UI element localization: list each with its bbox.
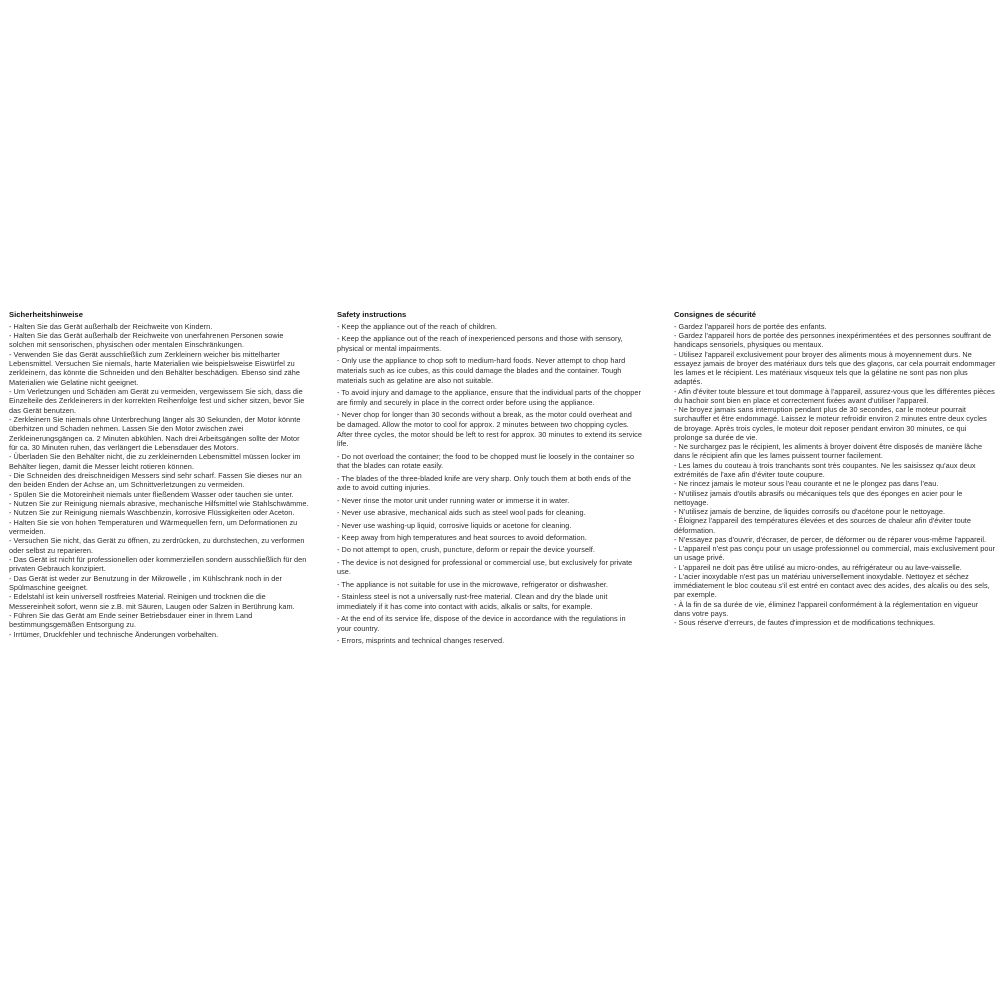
list-item: - Do not attempt to open, crush, puncture, deform or repair the device yourself. — [337, 545, 595, 555]
list-item: - Die Schneiden des dreischneidigen Messers sind sehr scharf. Fassen Sie dieses nur an den beiden Enden der Achse an, um Schnittverletzungen zu vermeiden. — [9, 470, 302, 490]
list-item: - Never chop for longer than 30 seconds without a break, as the motor could overheat and be damaged. Allow the motor to cool for approx. 2 minutes between two chopping cycles. After three cycles, the motor should be left to rest for approx. 30 minutes to extend its service life. — [337, 410, 642, 449]
list-item: - Ne rincez jamais le moteur sous l'eau courante et ne le plongez pas dans l'eau. — [674, 479, 939, 489]
list-item: - Keep away from high temperatures and heat sources to avoid deformation. — [337, 532, 587, 542]
english-safety-section — [337, 310, 642, 649]
list-item: - Halten Sie sie von hohen Temperaturen und Wärmequellen fern, um Deformationen zu vermeiden. — [9, 517, 298, 536]
list-item: - Um Verletzungen und Schäden am Gerät zu vermeiden, vergewissern Sie sich, dass die Einzelteile des Zerkleinerers in der korrekten Reihenfolge fest und sicher sitzen, bevor Sie das Gerät benutzen. — [9, 387, 305, 415]
list-item: - Sous réserve d'erreurs, de fautes d'impression et de modifications techniques. — [674, 618, 936, 628]
instruction-list — [337, 322, 642, 646]
list-item: - The blades of the three-bladed knife are very sharp. Only touch them at both ends of the axle to avoid cutting injuries. — [337, 473, 631, 493]
list-item: - Überladen Sie den Behälter nicht, die zu zerkleinernden Lebensmittel müssen locker im Behälter liegen, damit die Messer leicht rotieren können. — [9, 452, 301, 471]
list-item: - To avoid injury and damage to the appliance, ensure that the individual parts of the chopper are firmly and securely in place in the correct order before using the appliance. — [337, 388, 641, 407]
list-item: - Nutzen Sie zur Reinigung niemals abrasive, mechanische Hilfsmittel wie Stahlschwämme. — [9, 498, 309, 508]
instruction-list — [674, 322, 996, 628]
list-item: - Keep the appliance out of the reach of inexperienced persons and those with sensory, physical or mental impairments. — [337, 334, 623, 353]
german-safety-section — [9, 310, 309, 639]
list-item: - N'utilisez jamais d'outils abrasifs ou mécaniques tels que des éponges en acier pour le nettoyage. — [674, 488, 963, 507]
list-item: - Only use the appliance to chop soft to medium-hard foods. Never attempt to chop hard materials such as ice cubes, as this could damage the blades and the container. Tough materials such as gelatine are also not suitable. — [337, 356, 626, 385]
list-item: - Führen Sie das Gerät am Ende seiner Betriebsdauer einer in Ihrem Land bestimmungsgemäßen Entsorgung zu. — [9, 610, 253, 630]
list-item: - Spülen Sie die Motoreinheit niemals unter fließendem Wasser oder tauchen sie unter. — [9, 489, 294, 499]
list-item: - L'appareil n'est pas conçu pour un usage professionnel ou commercial, mais exclusivement pour un usage privé. — [674, 544, 996, 563]
list-item: - Verwenden Sie das Gerät ausschließlich zum Zerkleinern weicher bis mittelharter Lebensmittel. Versuchen Sie niemals, harte Materialien wie beispielsweise Eiswürfel zu zerkleinern, das könnte die Schneiden und den Behälter beschädigen. Ebenso sind zähe Materialien wie Gelatine nicht geeignet. — [9, 349, 301, 387]
section-heading: Sicherheitshinweise — [9, 310, 83, 319]
list-item: - Nutzen Sie zur Reinigung niemals Waschbenzin, korrosive Flüssigkeiten oder Aceton. — [9, 508, 295, 518]
list-item: - Das Gerät ist nicht für professionellen oder kommerziellen sondern ausschließlich für den privaten Gebrauch konzipiert. — [9, 554, 307, 574]
list-item: - Never rinse the motor unit under running water or immerse it in water. — [337, 495, 570, 505]
list-item: - Ne surchargez pas le récipient, les aliments à broyer doivent être disposés de manière lâche dans le récipient afin que les lames puissent tourner facilement. — [674, 442, 983, 461]
list-item: - Never use abrasive, mechanical aids such as steel wool pads for cleaning. — [337, 508, 586, 518]
list-item: - Stainless steel is not a universally rust-free material. Clean and dry the blade unit immediately if it has come into contact with acids, alkalis or salts, for example. — [337, 592, 608, 611]
list-item: - Das Gerät ist weder zur Benutzung in der Mikrowelle , im Kühlschrank noch in der Spülmaschine geeignet. — [9, 573, 282, 592]
section-heading: Safety instructions — [337, 310, 407, 319]
list-item: - Éloignez l'appareil des températures élevées et des sources de chaleur afin d'éviter toute déformation. — [674, 516, 971, 535]
list-item: - Halten Sie das Gerät außerhalb der Reichweite von unerfahrenen Personen sowie solchen mit sensorischen, physischen oder mentalen Einschränkungen. — [9, 331, 284, 350]
list-item: - N'essayez pas d'ouvrir, d'écraser, de percer, de déformer ou de réparer vous-même l'appareil. — [674, 534, 987, 544]
list-item: - Halten Sie das Gerät außerhalb der Reichweite von Kindern. — [9, 321, 213, 331]
list-item: - L'acier inoxydable n'est pas un matériau universellement inoxydable. Nettoyez et séchez immédiatement le bloc couteau s'il est entré en contact avec des acides, des alcalis ou des sels, par exemple. — [674, 571, 990, 600]
list-item: - N'utilisez jamais de benzine, de liquides corrosifs ou d'acétone pour le nettoyage. — [674, 507, 946, 517]
list-item: - Never use washing-up liquid, corrosive liquids or acetone for cleaning. — [337, 520, 572, 530]
list-item: - Gardez l'appareil hors de portée des enfants. — [674, 321, 827, 331]
list-item: - At the end of its service life, dispose of the device in accordance with the regulations in your country. — [337, 614, 626, 634]
list-item: - Do not overload the container; the food to be chopped must lie loosely in the container so that the blades can rotate easily. — [337, 451, 635, 471]
list-item: - Ne broyez jamais sans interruption pendant plus de 30 secondes, car le moteur pourrait surchauffer et être endommagé. Laissez le moteur refroidir environ 2 minutes entre deux cycles de broyage. Après trois cycles, le moteur doit reposer pendant environ 30 minutes, ce qui prolonge sa durée de vie. — [674, 405, 987, 442]
list-item: - Afin d'éviter toute blessure et tout dommage à l'appareil, assurez-vous que les différentes pièces du hachoir sont bien en place et correctement fixées avant d'utiliser l'appareil. — [674, 386, 995, 405]
list-item: - Edelstahl ist kein universell rostfreies Material. Reinigen und trocknen die die Messereinheit sofort, wenn sie z.B. mit Säuren, Laugen oder Salzen in Berührung kam. — [9, 592, 295, 611]
list-item: - The device is not designed for professional or commercial use, but exclusively for private use. — [337, 557, 633, 577]
list-item: - À la fin de sa durée de vie, éliminez l'appareil conformément à la réglementation en vigueur dans votre pays. — [674, 599, 979, 618]
list-item: - Utilisez l'appareil exclusivement pour broyer des aliments mous à moyennement durs. Ne essayez jamais de broyer des matériaux durs tels que des glaçons, car cela pourrait endommager les lames et le récipient. Les matériaux visqueux tels que la gélatine ne sont pas non plus adaptés. — [674, 349, 996, 387]
list-item: - Les lames du couteau à trois tranchants sont très coupantes. Ne les saisissez qu'aux deux extrémités de l'axe afin d'éviter toute coupure. — [674, 460, 976, 479]
list-item: - Keep the appliance out of the reach of children. — [337, 321, 497, 331]
list-item: - The appliance is not suitable for use in the microwave, refrigerator or dishwasher. — [337, 579, 608, 589]
french-safety-section — [674, 310, 996, 627]
list-item: - Versuchen Sie nicht, das Gerät zu öffnen, zu zerdrücken, zu durchstechen, zu verformen oder selbst zu reparieren. — [9, 536, 305, 555]
list-item: - L'appareil ne doit pas être utilisé au micro-ondes, au réfrigérateur ou au lave-vaisselle. — [674, 562, 962, 572]
list-item: - Zerkleinern Sie niemals ohne Unterbrechung länger als 30 Sekunden, der Motor könnte überhitzen und Schaden nehmen. Lassen Sie den Motor zwischen zwei Zerkleinerungsgängen ca. 2 Minuten abkühlen. Nach drei Arbeitsgängen sollte der Motor für ca. 30 Minuten ruhen, das verlängert die Lebensdauer des Motors. — [9, 415, 301, 452]
instruction-list — [9, 322, 309, 639]
list-item: - Errors, misprints and technical changes reserved. — [337, 636, 505, 646]
list-item: - Irrtümer, Druckfehler und technische Änderungen vorbehalten. — [9, 629, 219, 639]
list-item: - Gardez l'appareil hors de portée des personnes inexpérimentées et des personnes souffrant de handicaps sensoriels, physiques ou mentaux. — [674, 330, 992, 350]
section-heading: Consignes de sécurité — [674, 310, 757, 319]
